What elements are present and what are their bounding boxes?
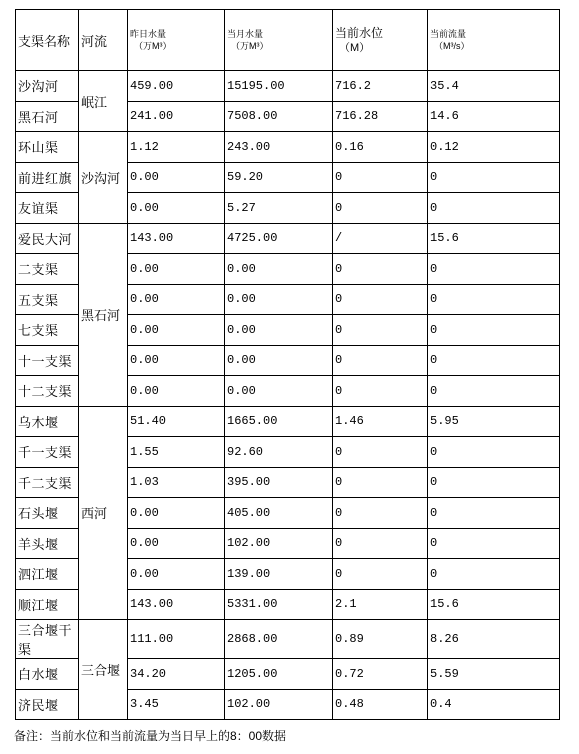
level-value: 0	[333, 315, 428, 346]
yesterday-value: 143.00	[128, 223, 225, 254]
canal-name: 二支渠	[16, 254, 79, 285]
header-name: 支渠名称	[16, 10, 79, 71]
water-data-table	[15, 9, 560, 720]
canal-name: 环山渠	[16, 132, 79, 163]
month-value: 1665.00	[225, 406, 333, 437]
level-value: 0	[333, 193, 428, 224]
flow-value: 0	[428, 193, 560, 224]
canal-name: 顺江堰	[16, 589, 79, 620]
canal-name: 十一支渠	[16, 345, 79, 376]
month-value: 7508.00	[225, 101, 333, 132]
canal-name: 白水堰	[16, 659, 79, 690]
river-name: 西河	[79, 406, 128, 620]
flow-value: 0	[428, 376, 560, 407]
flow-value: 0	[428, 498, 560, 529]
header-level-line2: （M）	[339, 42, 371, 54]
header-month	[225, 10, 333, 71]
month-value: 395.00	[225, 467, 333, 498]
month-value: 0.00	[225, 315, 333, 346]
level-value: 0	[333, 162, 428, 193]
canal-name: 羊头堰	[16, 528, 79, 559]
flow-value: 0	[428, 437, 560, 468]
level-value: 716.28	[333, 101, 428, 132]
canal-name: 友谊渠	[16, 193, 79, 224]
canal-name: 三合堰干渠	[16, 620, 79, 659]
flow-value: 15.6	[428, 223, 560, 254]
month-value: 405.00	[225, 498, 333, 529]
level-value: 0.89	[333, 620, 428, 659]
month-value: 0.00	[225, 376, 333, 407]
month-value: 139.00	[225, 559, 333, 590]
yesterday-value: 0.00	[128, 193, 225, 224]
header-yesterday-line2: （万M³）	[134, 41, 172, 51]
table-row	[16, 71, 560, 102]
canal-name: 济民堰	[16, 689, 79, 720]
header-yesterday	[128, 10, 225, 71]
header-month-line2: （万M³）	[231, 41, 269, 51]
yesterday-value: 0.00	[128, 376, 225, 407]
river-name: 岷江	[79, 71, 128, 132]
flow-value: 0	[428, 315, 560, 346]
footnote: 备注：当前水位和当前流量为当日早上的8：00数据	[14, 729, 287, 743]
flow-value: 0	[428, 467, 560, 498]
yesterday-value: 0.00	[128, 559, 225, 590]
level-value: 0	[333, 376, 428, 407]
level-value: 716.2	[333, 71, 428, 102]
table-row	[16, 132, 560, 163]
yesterday-value: 241.00	[128, 101, 225, 132]
flow-value: 35.4	[428, 71, 560, 102]
flow-value: 0	[428, 345, 560, 376]
month-value: 5.27	[225, 193, 333, 224]
table-row	[16, 223, 560, 254]
canal-name: 五支渠	[16, 284, 79, 315]
header-flow-line1: 当前流量	[430, 29, 467, 39]
flow-value: 0.12	[428, 132, 560, 163]
flow-value: 14.6	[428, 101, 560, 132]
canal-name: 泗江堰	[16, 559, 79, 590]
month-value: 92.60	[225, 437, 333, 468]
flow-value: 8.26	[428, 620, 560, 659]
canal-name: 沙沟河	[16, 71, 79, 102]
river-name: 三合堰	[79, 620, 128, 720]
river-name: 沙沟河	[79, 132, 128, 224]
level-value: 0.72	[333, 659, 428, 690]
flow-value: 0	[428, 254, 560, 285]
table-body	[16, 10, 560, 720]
header-flow-line2: （M³/s）	[434, 41, 470, 51]
yesterday-value: 0.00	[128, 284, 225, 315]
canal-name: 千二支渠	[16, 467, 79, 498]
yesterday-value: 111.00	[128, 620, 225, 659]
flow-value: 15.6	[428, 589, 560, 620]
canal-name: 黑石河	[16, 101, 79, 132]
yesterday-value: 1.12	[128, 132, 225, 163]
yesterday-value: 1.03	[128, 467, 225, 498]
month-value: 102.00	[225, 689, 333, 720]
canal-name: 十二支渠	[16, 376, 79, 407]
flow-value: 0.4	[428, 689, 560, 720]
level-value: /	[333, 223, 428, 254]
header-level	[333, 10, 428, 71]
canal-name: 石头堰	[16, 498, 79, 529]
month-value: 0.00	[225, 345, 333, 376]
table-row	[16, 620, 560, 659]
yesterday-value: 51.40	[128, 406, 225, 437]
yesterday-value: 0.00	[128, 162, 225, 193]
level-value: 0.48	[333, 689, 428, 720]
month-value: 15195.00	[225, 71, 333, 102]
level-value: 0.16	[333, 132, 428, 163]
header-river: 河流	[79, 10, 128, 71]
yesterday-value: 0.00	[128, 315, 225, 346]
month-value: 0.00	[225, 284, 333, 315]
table-row	[16, 406, 560, 437]
month-value: 5331.00	[225, 589, 333, 620]
header-flow	[428, 10, 560, 71]
month-value: 0.00	[225, 254, 333, 285]
canal-name: 乌木堰	[16, 406, 79, 437]
flow-value: 0	[428, 162, 560, 193]
yesterday-value: 0.00	[128, 528, 225, 559]
month-value: 243.00	[225, 132, 333, 163]
canal-name: 七支渠	[16, 315, 79, 346]
level-value: 0	[333, 498, 428, 529]
canal-name: 千一支渠	[16, 437, 79, 468]
level-value: 0	[333, 528, 428, 559]
header-yesterday-line1: 昨日水量	[130, 29, 167, 39]
yesterday-value: 1.55	[128, 437, 225, 468]
level-value: 0	[333, 345, 428, 376]
month-value: 102.00	[225, 528, 333, 559]
yesterday-value: 0.00	[128, 345, 225, 376]
flow-value: 0	[428, 528, 560, 559]
level-value: 1.46	[333, 406, 428, 437]
canal-name: 前进红旗	[16, 162, 79, 193]
month-value: 1205.00	[225, 659, 333, 690]
yesterday-value: 0.00	[128, 254, 225, 285]
month-value: 59.20	[225, 162, 333, 193]
level-value: 0	[333, 467, 428, 498]
yesterday-value: 34.20	[128, 659, 225, 690]
month-value: 4725.00	[225, 223, 333, 254]
flow-value: 0	[428, 559, 560, 590]
flow-value: 5.59	[428, 659, 560, 690]
river-name: 黑石河	[79, 223, 128, 406]
level-value: 0	[333, 284, 428, 315]
canal-name: 爱民大河	[16, 223, 79, 254]
yesterday-value: 459.00	[128, 71, 225, 102]
month-value: 2868.00	[225, 620, 333, 659]
yesterday-value: 0.00	[128, 498, 225, 529]
header-month-line1: 当月水量	[227, 29, 264, 39]
yesterday-value: 3.45	[128, 689, 225, 720]
level-value: 0	[333, 254, 428, 285]
flow-value: 0	[428, 284, 560, 315]
yesterday-value: 143.00	[128, 589, 225, 620]
level-value: 0	[333, 559, 428, 590]
level-value: 0	[333, 437, 428, 468]
flow-value: 5.95	[428, 406, 560, 437]
header-level-line1: 当前水位	[335, 26, 384, 40]
header-row	[16, 10, 560, 71]
level-value: 2.1	[333, 589, 428, 620]
